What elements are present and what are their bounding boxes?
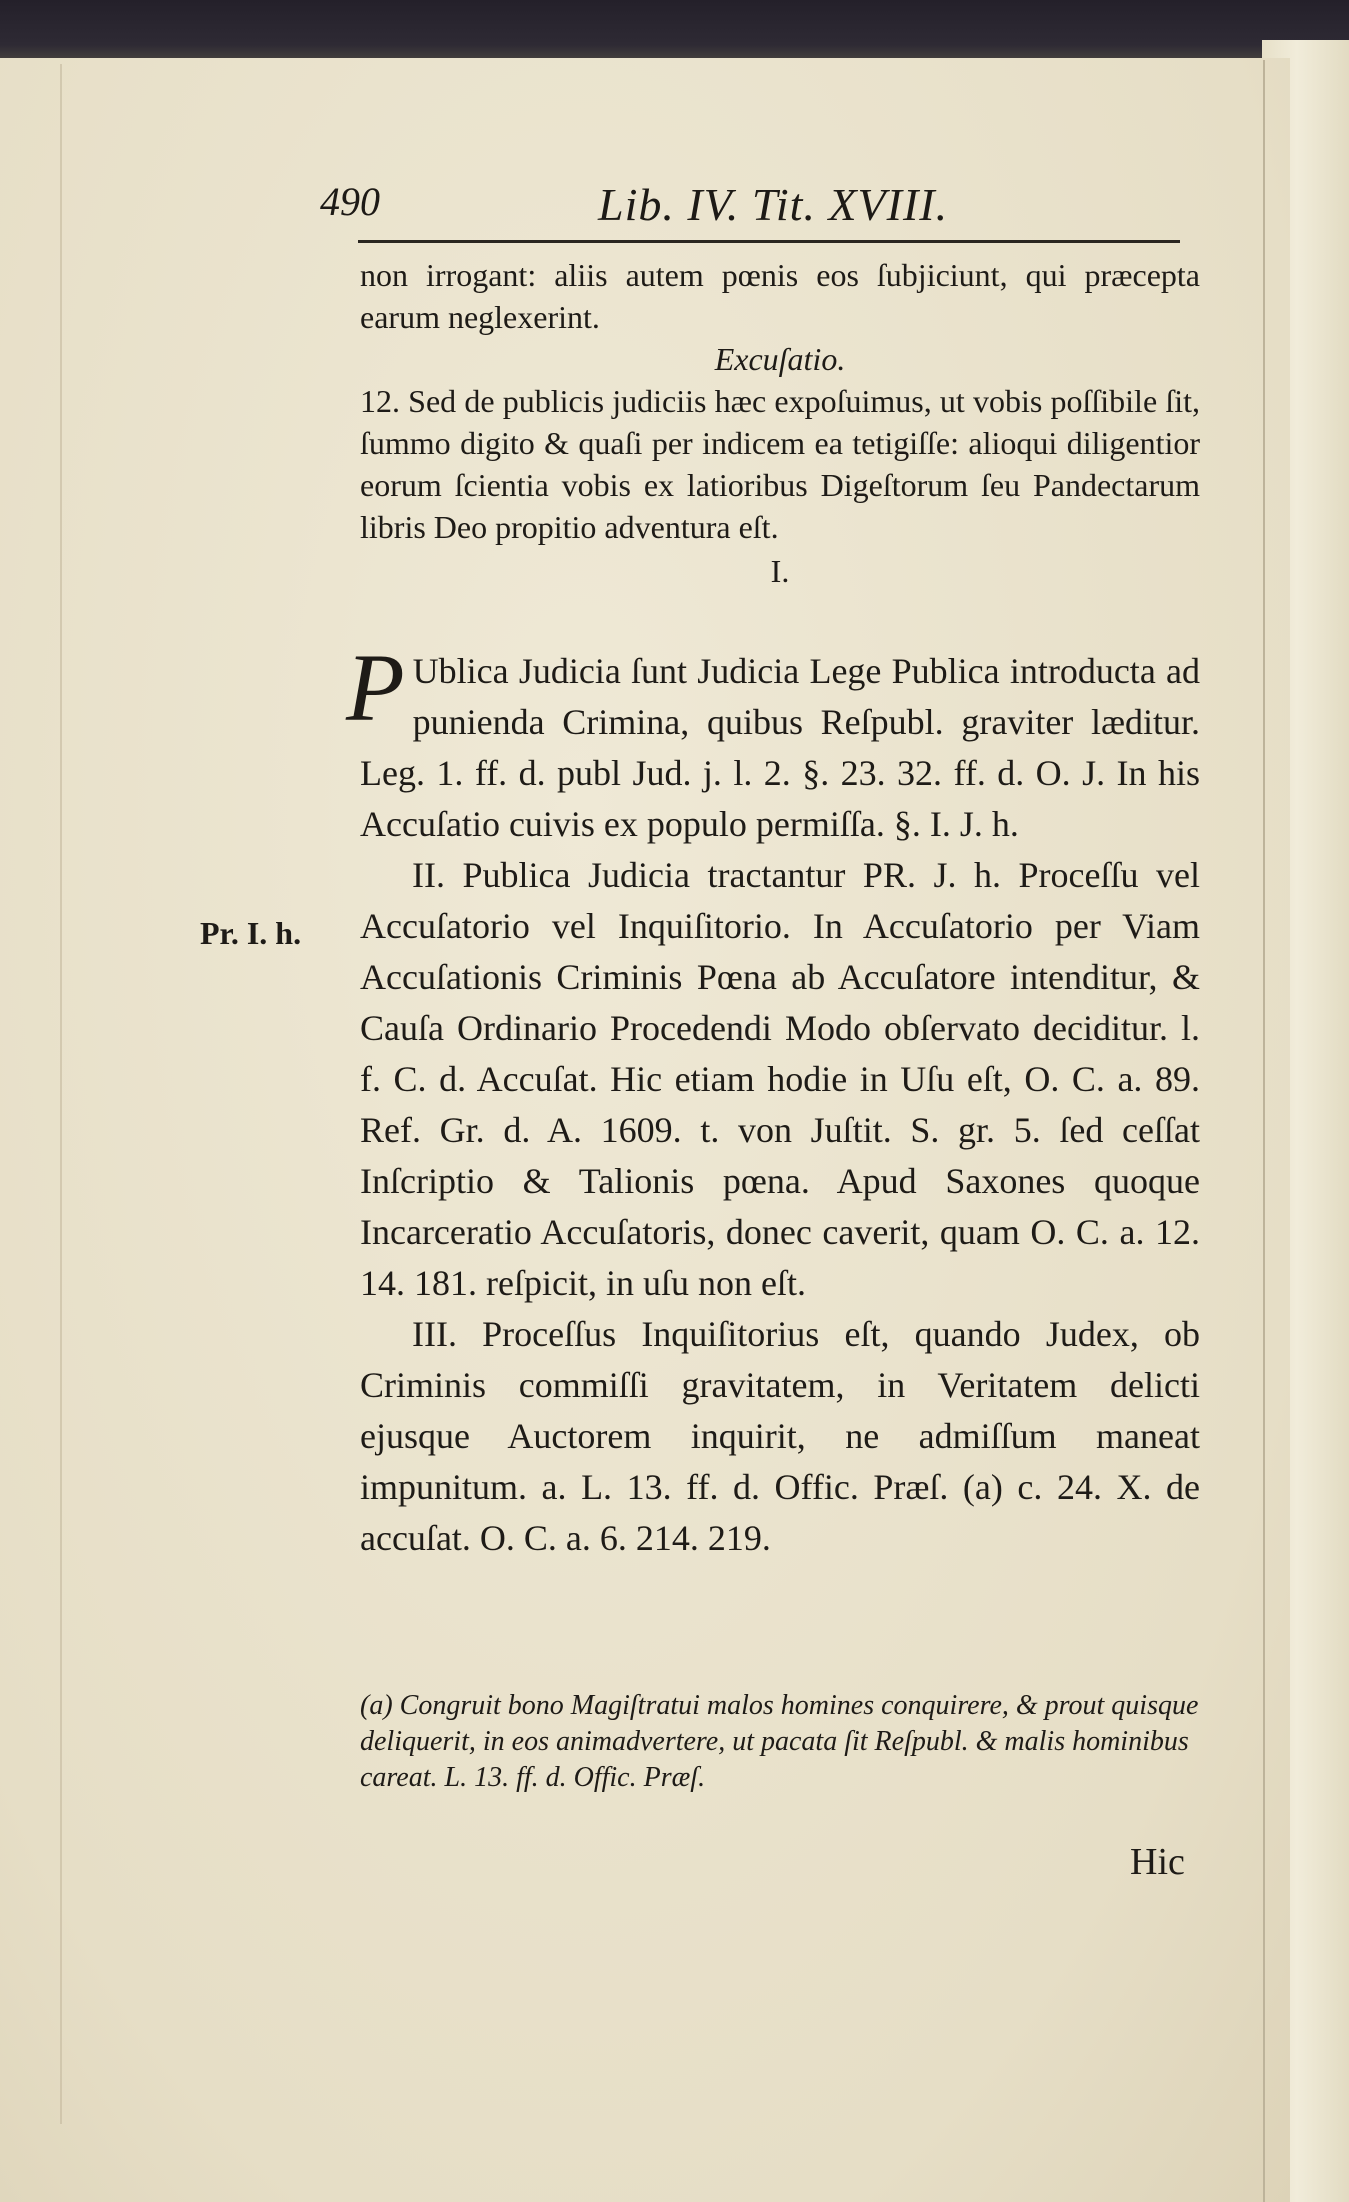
paragraph-1 bbox=[346, 634, 1200, 850]
margin-note: Pr. I. h. bbox=[200, 915, 302, 951]
excusatio-paragraph: 12. Sed de publicis judiciis hæc expoſuimus, ut vobis poſſibile ſit, ſummo digito & quaſi per indicem ea tetigiſſe: alioqui diligentior eorum ſcientia vobis ex latioribus Digeſtorum ſeu Pandectarum libris Deo propitio adventura eſt. bbox=[360, 383, 1200, 545]
top-text-block bbox=[360, 254, 1200, 592]
page-header bbox=[320, 178, 1200, 238]
footnote: (a) Congruit bono Magiſtratui malos homines conquirere, & prout quisque deliquerit, in eos animadvertere, ut pacata ſit Reſpubl. & malis hominibus careat. L. 13. ff. d. Offic. Præſ. bbox=[360, 1690, 1199, 1793]
paragraph-2: II. Publica Judicia tractantur PR. J. h. Proceſſu vel Accuſatorio vel Inquiſitorio. In Accuſatorio per Viam Accuſationis Criminis Pœna ab Accuſatore intenditur, & Cauſa Ordinario Procedendi Modo obſervato deciditur. l. f. C. d. Accuſat. Hic etiam hodie in Uſu eſt, O. C. a. 89. Ref. Gr. d. A. 1609. t. von Juſtit. S. gr. 5. ſed ceſſat Inſcriptio & Talionis pœna. Apud Saxones quoque Incarceratio Accuſatoris, donec caverit, quam O. C. a. 12. 14. 181. reſpicit, in uſu non eſt. bbox=[360, 855, 1200, 1303]
excusatio-heading: Excuſatio. bbox=[714, 341, 846, 377]
section-number: I. bbox=[770, 553, 790, 589]
paragraph-1-text: Ublica Judicia ſunt Judicia Lege Publica introducta ad punienda Crimina, quibus Reſpubl. graviter læditur. Leg. 1. ff. d. publ Jud. j. l. 2. §. 23. 32. ff. d. O. J. In his Accuſatio cuivis ex populo permiſſa. §. I. J. h. bbox=[360, 651, 1200, 844]
top-text: non irrogant: aliis autem pœnis eos ſubjiciunt, qui præcepta earum neglexerint. bbox=[360, 257, 1200, 335]
running-head: Lib. IV. Tit. XVIII. bbox=[598, 179, 949, 230]
page-number: 490 bbox=[320, 179, 380, 224]
page-crease bbox=[60, 64, 62, 2124]
page-edge-line bbox=[1263, 60, 1265, 2202]
paragraph-3: III. Proceſſus Inquiſitorius eſt, quando Judex, ob Criminis commiſſi gravitatem, in Veritatem delicti ejusque Auctorem inquirit, ne admiſſum maneat impunitum. a. L. 13. ff. d. Offic. Præſ. (a) c. 24. X. de accuſat. O. C. a. 6. 214. 219. bbox=[360, 1314, 1200, 1558]
main-text-block bbox=[346, 634, 1200, 1564]
drop-initial: P bbox=[346, 634, 405, 741]
scan-dark-border bbox=[0, 0, 1349, 64]
header-rule bbox=[358, 240, 1180, 243]
catchword: Hic bbox=[1130, 1841, 1185, 1883]
